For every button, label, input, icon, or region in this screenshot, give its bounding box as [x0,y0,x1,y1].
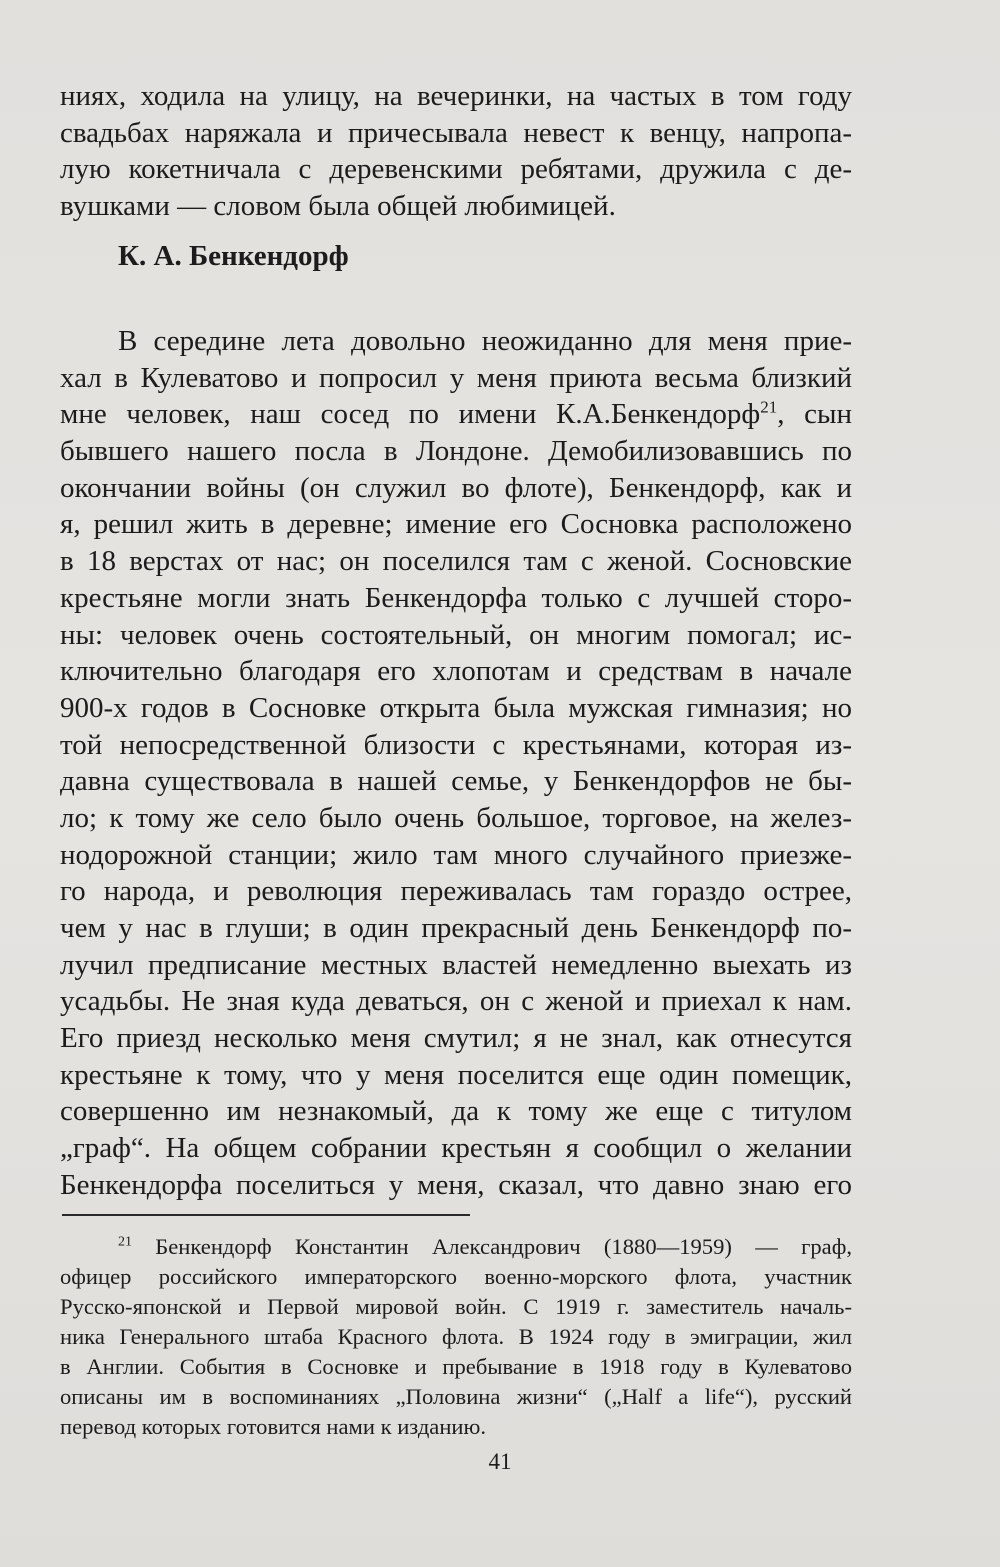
text-segment: мне человек, наш сосед по имени К.А.Бенкендорф [60,398,761,431]
main-paragraph [60,323,852,1204]
footnote-line: ника Генерального штаба Красного флота. В 1924 году в эмиграции, жил [60,1324,852,1349]
footnote-line: Русско-японской и Первой мировой войн. С 1919 г. заместитель началь- [60,1294,852,1319]
footnote [60,1232,852,1442]
text-line: свадьбах наряжала и причесывала невест к венцу, напропа- [60,116,852,149]
text-line: окончании войны (он служил во флоте), Бенкендорф, как и [60,471,852,504]
text-line: чем у нас в глуши; в один прекрасный день Бенкендорф по- [60,912,852,944]
text-line: Бенкендорфа поселиться у меня, сказал, что давно знаю его [60,1168,852,1201]
text-line: лучил предписание местных властей немедленно выехать из [60,948,852,981]
text-line: 900-х годов в Сосновке открыта была мужская гимназия; но [60,691,852,724]
page-number: 41 [488,1449,512,1474]
text-line: го народа, и революция переживалась там гораздо острее, [60,875,852,908]
footnote-line: описаны им в воспоминаниях „Половина жизни“ („Half a life“), русский [60,1384,852,1409]
text-line-with-footnote-ref [60,396,852,433]
footnote-line: перевод которых готовится нами к изданию. [60,1414,487,1439]
text-line: ло; к тому же село было очень большое, торговое, на желез- [60,801,852,834]
text-line: в 18 верстах от нас; он поселился там с женой. Сосновские [60,545,852,578]
footnote-line [60,1232,852,1262]
footnote-line: в Англии. События в Сосновке и пребывание в 1918 году в Кулеватово [60,1354,852,1379]
footnote-line: офицер российского императорского военно-морского флота, участник [60,1264,852,1289]
text-line: Его приезд несколько меня смутил; я не знал, как отнесутся [60,1022,852,1055]
footnote-reference[interactable]: 21 [760,397,778,417]
text-line: крестьяне к тому, что у меня поселится еще один помещик, [60,1058,852,1091]
text-line: крестьяне могли знать Бенкендорфа только с лучшей сторо- [60,581,852,614]
footnote-mark: 21 [118,1234,132,1250]
top-paragraph [60,78,852,225]
text-line: нодорожной станции; жило там много случайного приезже- [60,838,852,871]
text-line: вушками — словом была общей любимицей. [60,190,616,223]
section-heading: К. А. Бенкендорф [118,240,349,272]
footnote-separator [62,1214,470,1216]
text-line: бывшего нашего посла в Лондоне. Демобилизовавшись по [60,435,852,468]
text-line: усадьбы. Не зная куда деваться, он с женой и приехал к нам. [60,985,852,1018]
text-line: давна существовала в нашей семье, у Бенкендорфов не бы- [60,765,852,798]
text-line: ны: человек очень состоятельный, он многим помогал; ис- [60,618,852,651]
text-line: В середине лета довольно неожиданно для меня прие- [118,325,852,357]
text-line: ключительно благодаря его хлопотам и средствам в начале [60,655,852,688]
text-line: я, решил жить в деревне; имение его Сосновка расположено [60,508,852,541]
text-segment: Бенкендорф Константин Александрович (1880—1959) — граф, [132,1234,852,1259]
text-segment: , сын [777,398,852,431]
text-line: совершенно им незнакомый, да к тому же еще с титулом [60,1095,852,1128]
text-line: той непосредственной близости с крестьянами, которая из- [60,728,852,761]
text-line: хал в Кулеватово и попросил у меня приюта весьма близкий [60,361,852,394]
text-line: ниях, ходила на улицу, на вечеринки, на частых в том году [60,80,852,112]
text-line: „граф“. На общем собрании крестьян я сообщил о желании [60,1132,852,1165]
text-line: лую кокетничала с деревенскими ребятами, дружила с де- [60,153,852,186]
